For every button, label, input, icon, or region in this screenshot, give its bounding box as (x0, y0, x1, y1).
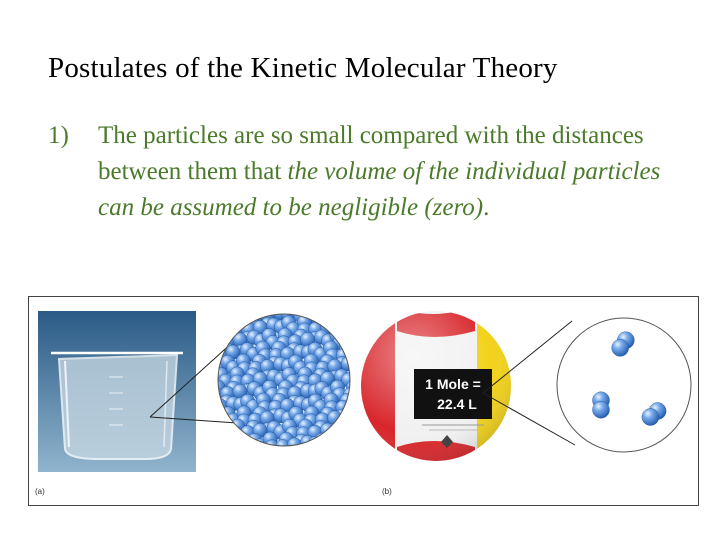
packed-molecule (328, 304, 349, 322)
sparse-molecules-circle (557, 318, 691, 452)
postulate-text (98, 118, 688, 226)
packed-molecule (236, 302, 253, 324)
packed-molecule (316, 302, 334, 324)
ball-label-line2: 22.4 L (437, 396, 477, 412)
packed-molecule (335, 421, 356, 440)
packed-molecule (350, 419, 367, 441)
panel-b-caption: (b) (382, 487, 392, 496)
figure-drawing (29, 297, 698, 505)
beach-ball (359, 307, 575, 469)
postulate-number: 1) (48, 122, 69, 149)
packed-molecule (341, 408, 363, 426)
packed-molecule (208, 432, 225, 454)
packed-molecule (331, 432, 346, 454)
postulate-end-text: . (483, 194, 490, 221)
packed-molecule (220, 303, 241, 322)
gas-molecule (593, 392, 610, 418)
packed-molecule (220, 434, 241, 453)
postulate-italic-text: the volume of the individual particles can be assumed to be negligible (zero) (98, 158, 661, 221)
dense-molecules-circle (206, 302, 370, 454)
packed-molecule (344, 328, 360, 350)
packed-molecule (349, 316, 368, 337)
postulate-plain-text: The particles are so small compared with the distances between them that (98, 122, 644, 185)
packed-molecule (206, 306, 228, 320)
packed-molecule (334, 317, 356, 334)
packed-molecule (343, 432, 361, 453)
ball-label-line1: 1 Mole = (425, 376, 481, 392)
postulate-1 (48, 118, 688, 226)
packed-molecule (214, 316, 234, 336)
packed-molecule (210, 328, 225, 350)
figure-illustration (28, 296, 699, 506)
beaker-photo (38, 311, 237, 472)
packed-molecule (320, 423, 342, 438)
packed-molecule (206, 409, 228, 426)
packed-molecule (348, 343, 369, 361)
panel-a-caption: (a) (35, 487, 45, 496)
packed-molecule (341, 305, 363, 321)
slide-title: Postulates of the Kinetic Molecular Theory (48, 52, 558, 84)
